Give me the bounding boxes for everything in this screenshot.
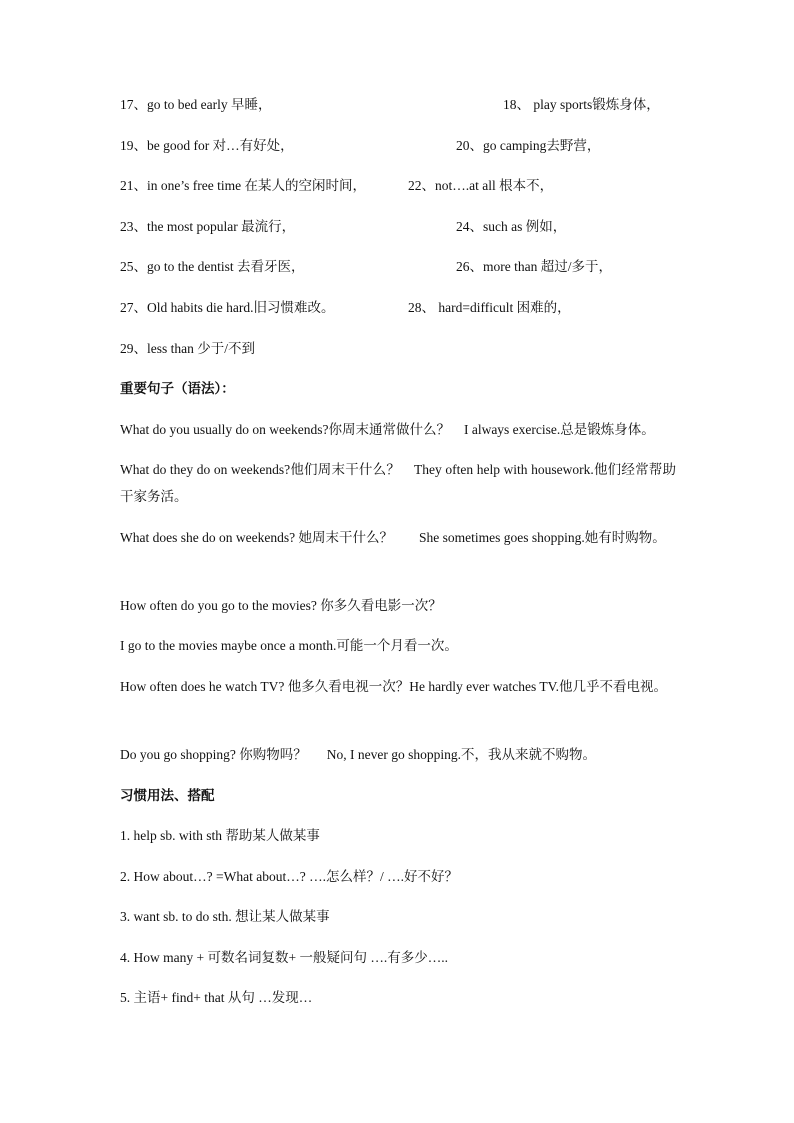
sentence-question: How often do you go to the movies? 你多久看电影一次？: [120, 598, 442, 613]
sentence-pair: [120, 632, 676, 659]
usage-item: 2. How about…? =What about…? ….怎么样？/ ….好不好？: [120, 869, 458, 884]
vocab-item: 18、 play sports锻炼身体，: [503, 97, 660, 112]
vocab-item: 19、be good for 对…有好处，: [120, 138, 294, 153]
sentence-pair: [120, 741, 676, 768]
sentence-question: How often does he watch TV? 他多久看电视一次？: [120, 679, 410, 694]
usage-item: 4. How many + 可数名词复数+ 一般疑问句 ….有多少…..: [120, 950, 448, 965]
sentence-answer: I always exercise.总是锻炼身体。: [463, 422, 655, 437]
vocab-item: 20、go camping去野营，: [456, 138, 601, 153]
sentence-answer: She sometimes goes shopping.她有时购物。: [418, 530, 666, 545]
sentence-question: Do you go shopping? 你购物吗？: [120, 747, 307, 762]
sentence-answer: No, I never go shopping.不，我从来就不购物。: [326, 747, 596, 762]
vocab-item: 17、go to bed early 早睡，: [120, 97, 272, 112]
vocab-item: 28、 hard=difficult 困难的，: [408, 300, 571, 315]
sentence-answer: He hardly ever watches TV.他几乎不看电视。: [409, 679, 668, 694]
vocab-item: 29、less than 少于/不到: [120, 341, 255, 356]
vocab-item: 25、go to the dentist 去看牙医，: [120, 259, 305, 274]
vocab-item: 21、in one’s free time 在某人的空闲时间，: [120, 178, 366, 193]
vocab-item: 24、such as 例如，: [456, 219, 567, 234]
sentence-answer: They often help with housework.他们经常帮助干家务活。: [120, 462, 676, 504]
sentence-question: What do you usually do on weekends?你周末通常做什么？: [120, 422, 450, 437]
usage-item: 5. 主语+ find+ that 从句 …发现…: [120, 990, 313, 1005]
vocab-item: 22、not….at all 根本不，: [408, 178, 554, 193]
usage-item: 3. want sb. to do sth. 想让某人做某事: [120, 909, 330, 924]
usage-item: 1. help sb. with sth 帮助某人做某事: [120, 828, 320, 843]
sentence-pair: [120, 524, 676, 551]
sentences-heading: 重要句子（语法）：: [120, 381, 235, 397]
usage-heading: 习惯用法、搭配: [120, 788, 215, 804]
sentence-pair: [120, 673, 676, 700]
vocab-item: 23、the most popular 最流行，: [120, 219, 296, 234]
sentence-pair: [120, 416, 676, 443]
vocab-item: 27、Old habits die hard.旧习惯难改。: [120, 300, 335, 315]
sentence-pair: [120, 456, 676, 510]
vocab-item: 26、more than 超过/多于，: [456, 259, 612, 274]
sentence-question: I go to the movies maybe once a month.可能一个月看一次。: [120, 638, 458, 653]
sentence-question: What do they do on weekends?他们周末干什么？: [120, 462, 401, 477]
sentence-question: What does she do on weekends? 她周末干什么？: [120, 530, 393, 545]
sentence-pair: [120, 592, 676, 619]
